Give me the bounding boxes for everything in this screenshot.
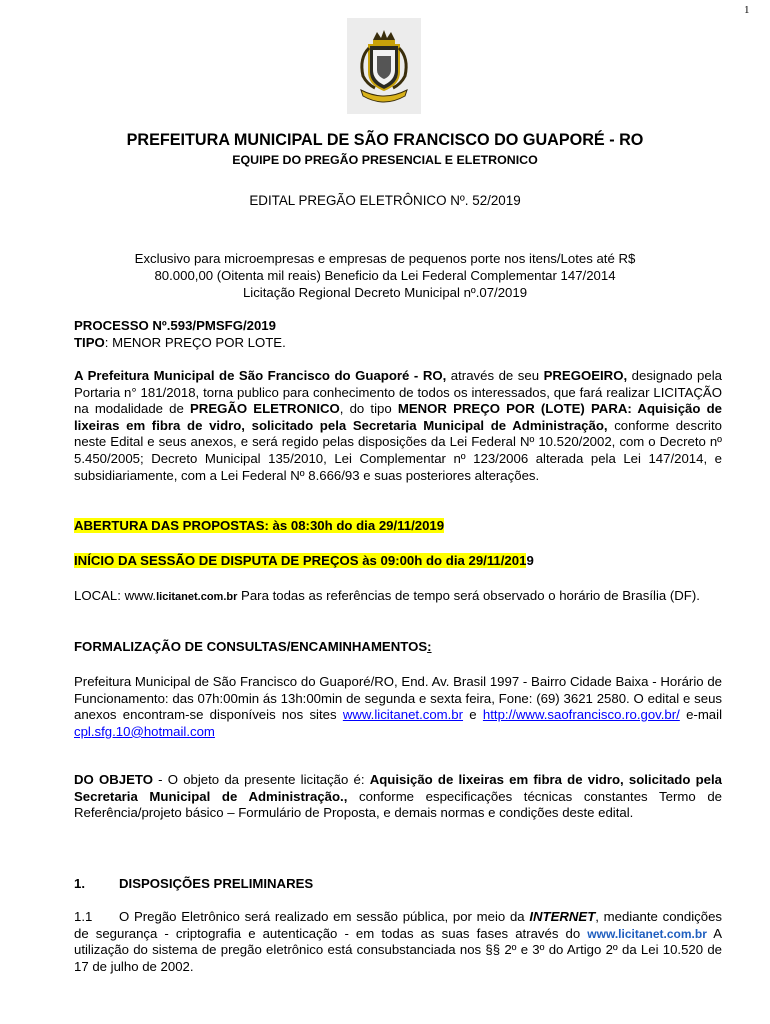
- section-1-heading: 1. DISPOSIÇÕES PRELIMINARES: [74, 876, 314, 891]
- local-paragraph: LOCAL: www.licitanet.com.br Para todas as referências de tempo será observado o horário de Brasília (DF).: [74, 588, 700, 603]
- prefeitura-site-link[interactable]: http://www.saofrancisco.ro.gov.br/: [482, 707, 680, 723]
- processo-number: PROCESSO Nº.593/PMSFG/2019: [74, 318, 276, 333]
- inicio-line: INÍCIO DA SESSÃO DE DISPUTA DE PREÇOS às 09:00h do dia 29/11/2019: [74, 553, 534, 568]
- tipo-line: TIPO: MENOR PREÇO POR LOTE.: [74, 334, 286, 350]
- email-link[interactable]: cpl.sfg.10@hotmail.com: [74, 723, 215, 739]
- exclusive-notice: Exclusivo para microempresas e empresas de pequenos porte nos itens/Lotes até R$ 80.000,00 (Oitenta mil reais) Beneficio da Lei Federal Complementar 147/2014 Licitação Regional Decreto Municipal nº.07/2019: [134, 251, 636, 300]
- abertura-line: ABERTURA DAS PROPOSTAS: às 08:30h do dia 29/11/2019: [74, 518, 445, 533]
- page-title: PREFEITURA MUNICIPAL DE SÃO FRANCISCO DO GUAPORÉ - RO: [126, 131, 644, 149]
- page-subtitle: EQUIPE DO PREGÃO PRESENCIAL E ELETRONICO: [232, 153, 538, 167]
- page-number: 1: [744, 4, 750, 16]
- municipal-coat-of-arms-logo: [347, 18, 421, 114]
- processo-block: [74, 318, 722, 351]
- section-1-1-paragraph: 1.1 O Pregão Eletrônico será realizado em sessão pública, por meio da INTERNET, mediante condições de segurança - criptografia e autenticação - em todas as suas fases através do www.licitanet.com.br A utilização do sistema de pregão eletrônico está consubstanciada nos §§ 2º e 3º do Artigo 2º da Lei 10.520 de 17 de julho de 2002.: [74, 909, 723, 974]
- formalizacao-heading: FORMALIZAÇÃO DE CONSULTAS/ENCAMINHAMENTOS:: [74, 639, 432, 654]
- licitanet-site-text: www.licitanet.com.br: [587, 926, 707, 941]
- formalizacao-paragraph: Prefeitura Municipal de São Francisco do Guaporé/RO, End. Av. Brasil 1997 - Bairro Cidade Baixa - Horário de Funcionamento: das 07h:00min ás 13h:00min de segunda e sexta feira, Fone: (69) 3621 2580. O edital e seus anexos encontram-se disponíveis nos sites www.licitanet.com.br e http://www.saofrancisco.ro.gov.br/ e-mail cpl.sfg.10@hotmail.com: [74, 674, 722, 739]
- licitanet-link[interactable]: www.licitanet.com.br: [342, 707, 464, 723]
- intro-paragraph: A Prefeitura Municipal de São Francisco do Guaporé - RO, através de seu PREGOEIRO, designado pela Portaria n° 181/2018, torna publico para conhecimento de todos os interessados, que fará realizar LICITAÇÃO na modalidade de PREGÃO ELETRONICO, do tipo MENOR PREÇO POR (LOTE) PARA: Aquisição de lixeiras em fibra de vidro, solicitado pela Secretaria Municipal de Administração, conforme descrito neste Edital e seus anexos, e será regido pelas disposições da Lei Federal Nº 10.520/2002, com o Decreto nº 5.450/2005; Decreto Municipal 135/2010, Lei Complementar nº 123/2006 alterada pela Lei 147/2014, e subsidiariamente, com a Lei Federal Nº 8.666/93 e suas posteriores alterações.: [74, 368, 722, 483]
- objeto-paragraph: DO OBJETO - O objeto da presente licitação é: Aquisição de lixeiras em fibra de vidro, solicitado pela Secretaria Municipal de Administração., conforme especificações técnicas constantes Termo de Referência/projeto básico – Formulário de Proposta, e demais normas e condições deste edital.: [74, 772, 722, 821]
- edital-title: EDITAL PREGÃO ELETRÔNICO Nº. 52/2019: [249, 193, 521, 208]
